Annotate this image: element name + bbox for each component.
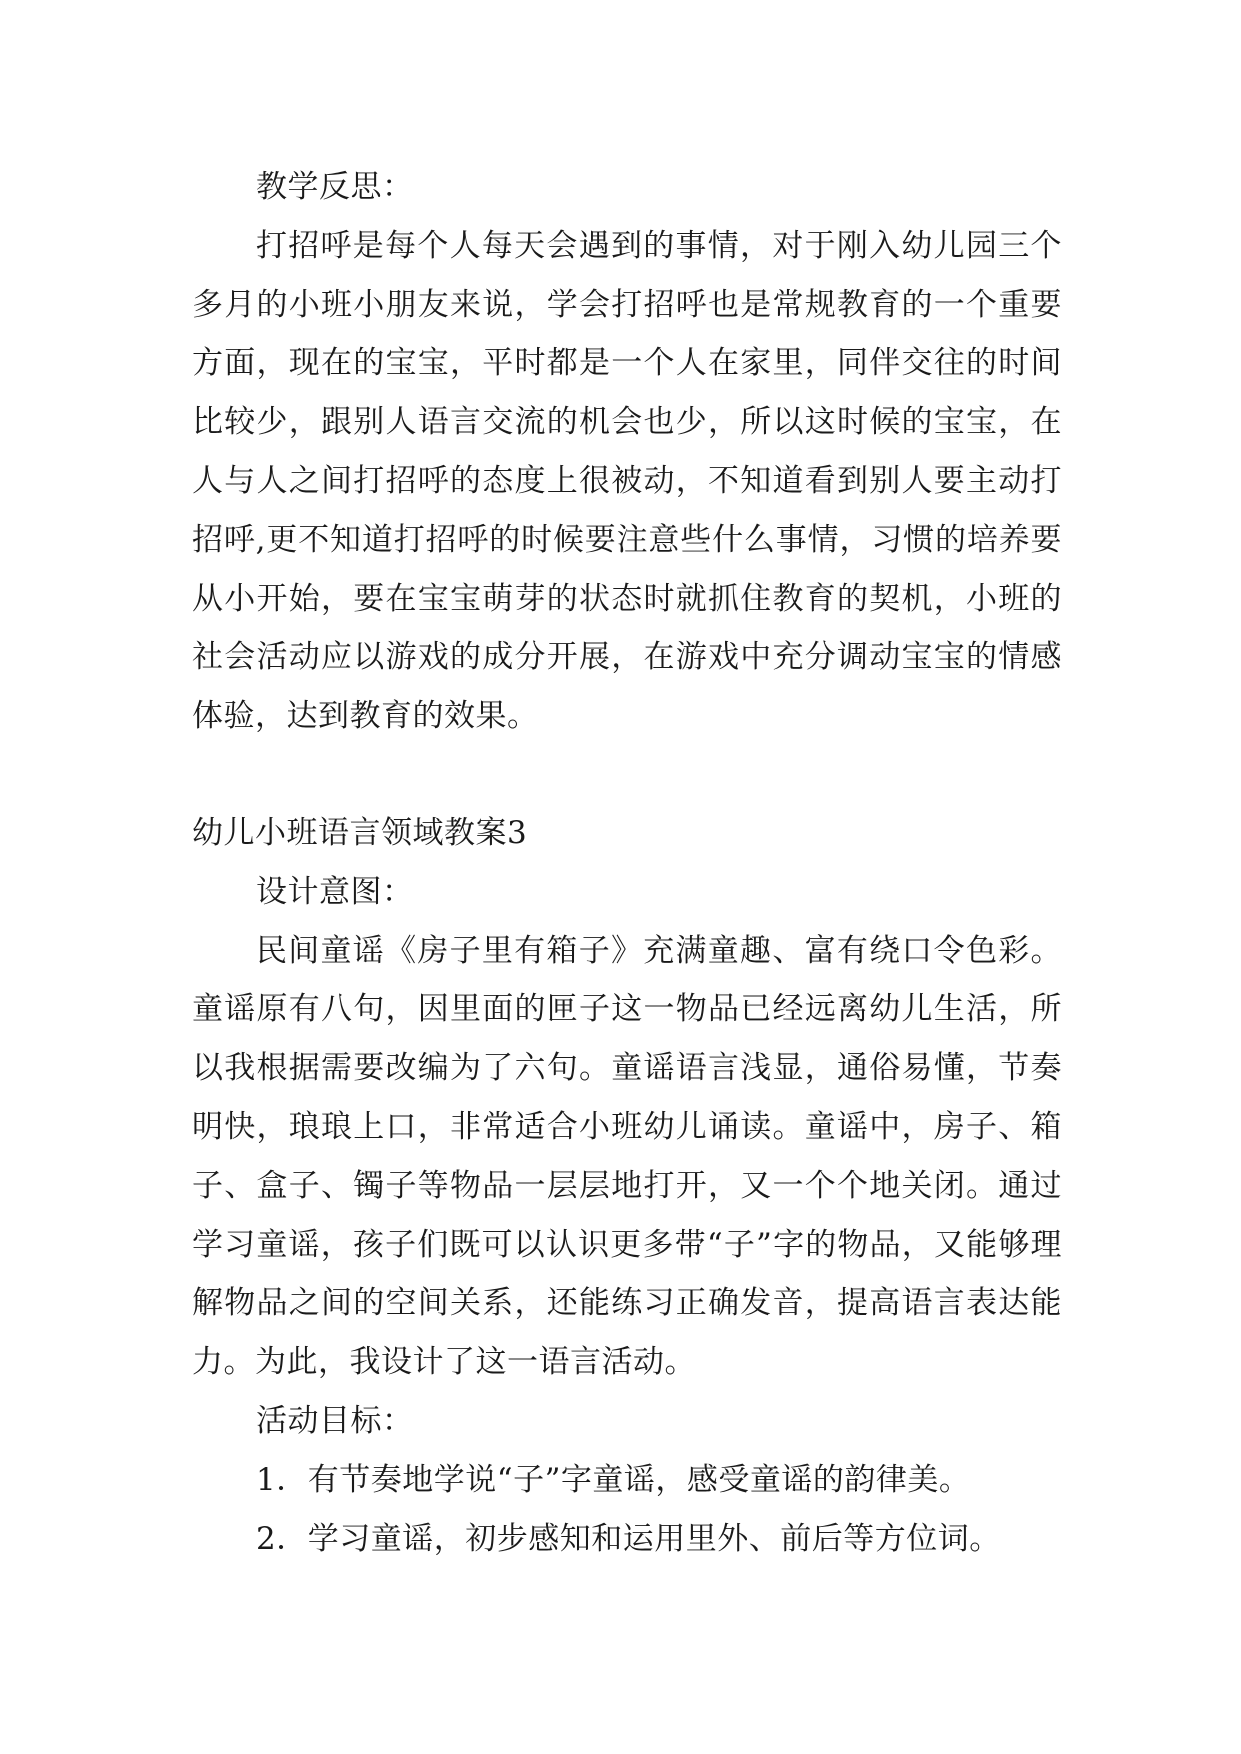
design-heading: 设计意图： [256,873,414,910]
design-paragraph: 民间童谣《房子里有箱子》充满童趣、富有绕口令色彩。童谣原有八句，因里面的匣子这一物品已经远离幼儿生活，所以我根据需要改编为了六句。童谣语言浅显，通俗易懂，节奏明快，琅琅上口，非常适合小班幼儿诵读。童谣中，房子、箱子、盒子、镯子等物品一层层地打开，又一个个地关闭。通过学习童谣，孩子们既可以认识更多带“子”字的物品，又能够理解物品之间的空间关系，还能练习正确发音，提高语言表达能力。为此，我设计了这一语言活动。 [192,932,1062,1381]
goal-item-2: 2．学习童谣，初步感知和运用里外、前后等方位词。 [256,1520,1001,1557]
goal-item-1: 1．有节奏地学说“子”字童谣，感受童谣的韵律美。 [256,1461,971,1498]
reflection-heading: 教学反思： [256,169,414,205]
reflection-paragraph: 打招呼是每个人每天会遇到的事情，对于刚入幼儿园三个多月的小班小朋友来说，学会打招呼也是常规教育的一个重要方面，现在的宝宝，平时都是一个人在家里，同伴交往的时间比较少，跟别人语言交流的机会也少，所以这时候的宝宝，在人与人之间打招呼的态度上很被动，不知道看到别人要主动打招呼,更不知道打招呼的时候要注意些什么事情，习惯的培养要从小开始，要在宝宝萌芽的状态时就抓住教育的契机，小班的社会活动应以游戏的成分开展，在游戏中充分调动宝宝的情感体验，达到教育的效果。 [192,227,1062,735]
document-content [192,158,1062,1568]
section-title: 幼儿小班语言领域教案3 [192,814,528,851]
goals-heading: 活动目标： [256,1402,414,1439]
